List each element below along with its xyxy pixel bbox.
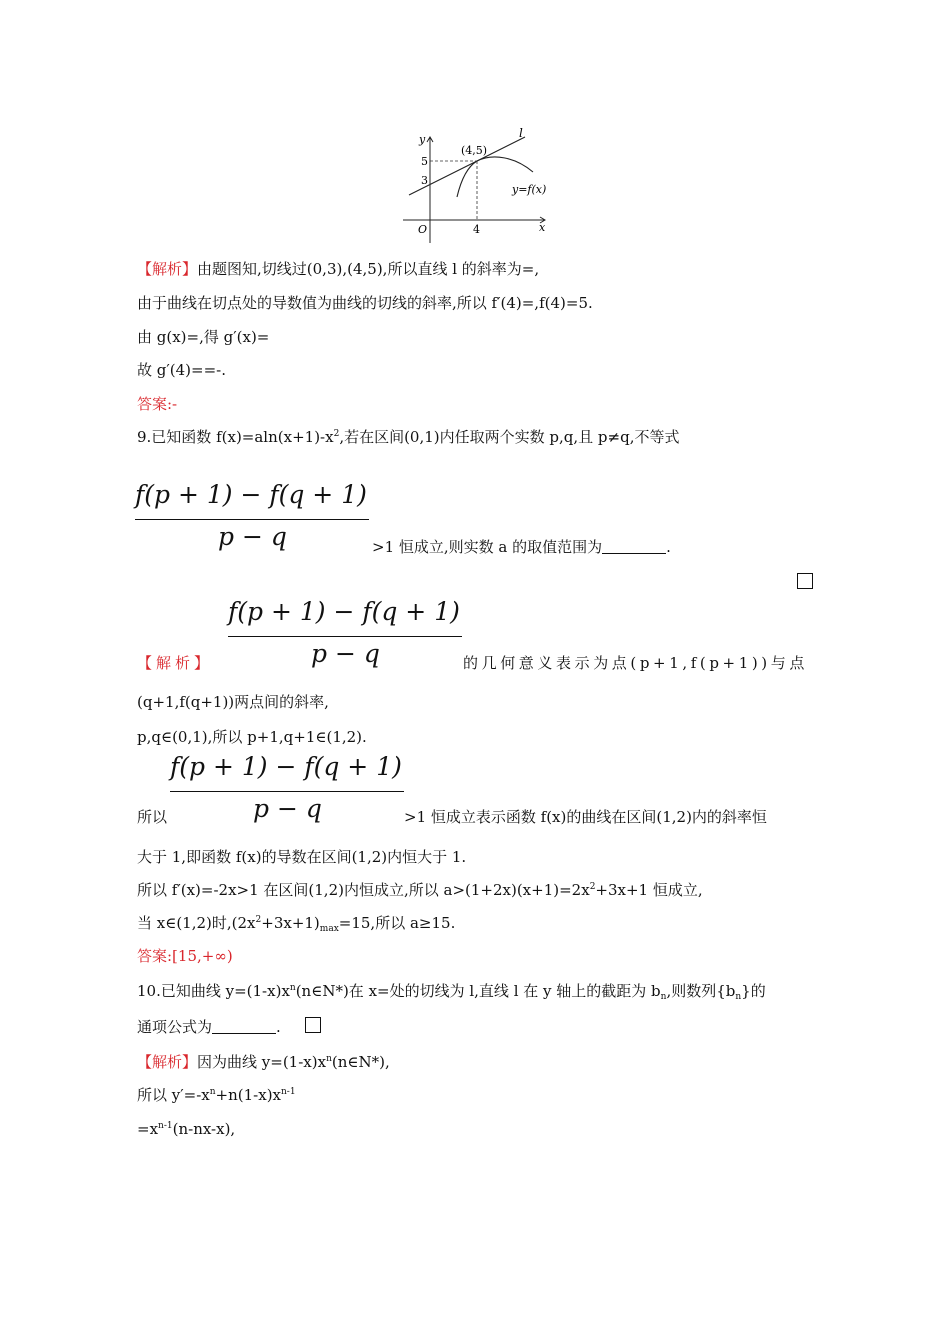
tick-y3: 3 <box>421 174 428 187</box>
q8-analysis-line1: 【解析】由题图知,切线过(0,3),(4,5),所以直线 l 的斜率为=, <box>137 260 540 278</box>
q10-stem: 10.已知曲线 $y=(1-x)x^n(n\in N*)$在 x=处的切线为 l,直线 l 在 y 轴上的截距为 $b_n$,则数列$\{b_n\}$的 <box>137 982 766 1002</box>
fraction-numerator: f(p + 1) − f(q + 1) <box>170 752 402 781</box>
q8-analysis-line4: 故 g′(4)==-. <box>137 361 226 379</box>
answer-checkbox[interactable] <box>797 573 813 589</box>
answer-blank <box>602 539 666 554</box>
dashed-guides <box>430 161 477 220</box>
fraction-numerator: f(p + 1) − f(q + 1) <box>228 597 460 626</box>
q8-analysis-line3: 由 g(x)=,得 g′(x)= <box>137 328 270 346</box>
q9-analysis-line4-head: 所以 <box>137 808 168 826</box>
q9-analysis-line1 <box>137 653 213 673</box>
y-axis-label: y <box>419 133 426 146</box>
answer-blank <box>212 1019 276 1034</box>
analysis-tag: 【解析】 <box>137 260 198 278</box>
q10-analysis-line2: 所以 $y'=-x^n+n(1-x)x^{n-1}$ <box>137 1086 296 1104</box>
q10-stem-line2: 通项公式为 . <box>137 1018 281 1036</box>
line-label-l: l <box>519 126 523 140</box>
q9-analysis-line4-tail: >1 恒成立表示函数 f(x)的曲线在区间(1,2)内的斜率恒 <box>404 808 767 826</box>
q9-analysis-line7: 当 x∈(1,2)时$,(2x^2+3x+1)_{max}=15$,所以 a≥15. <box>137 914 456 934</box>
analysis-tag: 【解析】 <box>137 1053 198 1071</box>
q9-analysis-line2: (q+1,f(q+1))两点间的斜率, <box>137 693 329 711</box>
fraction-numerator: f(p + 1) − f(q + 1) <box>135 480 367 509</box>
analysis-tag: 【解析】 <box>137 654 214 672</box>
q9-analysis-line6: 所以 f′(x)=-2x>1 在区间(1,2)内恒成立,所以 $a>(1+2x)(x+1)=2x^2+3x+1$ 恒成立, <box>137 881 703 899</box>
q9-analysis-line3: p,q∈(0,1),所以 p+1,q+1∈(1,2). <box>137 728 367 746</box>
tangent-figure <box>395 125 555 245</box>
answer-checkbox[interactable] <box>305 1017 321 1033</box>
q10-analysis-line1: 【解析】因为曲线 $y=(1-x)x^n(n\in N*)$, <box>137 1053 390 1071</box>
q8-analysis-line2: 由于曲线在切点处的导数值为曲线的切线的斜率,所以 f′(4)=,f(4)=5. <box>137 294 593 312</box>
fraction-denominator: p − q <box>311 639 380 668</box>
fraction-bar <box>228 636 462 637</box>
q10-analysis-line3: $=x^{n-1}(n-nx-x)$, <box>137 1120 236 1138</box>
curve-label: y=f(x) <box>512 183 547 196</box>
q9-answer: 答案:[15,+∞) <box>137 947 233 965</box>
q9-condition: >1 恒成立,则实数 a 的取值范围为 . <box>372 538 671 556</box>
origin-label: O <box>418 223 428 236</box>
point-label: (4,5) <box>461 144 488 157</box>
q9-stem: 9.已知函数 $f(x)=aln(x+1)-x^2$,若在区间(0,1)内任取两个实数 p,q,且 p≠q,不等式 <box>137 428 680 446</box>
tick-y5: 5 <box>421 155 428 168</box>
q8-answer: 答案:- <box>137 395 178 413</box>
fraction-bar <box>135 519 369 520</box>
q9-analysis-line1-tail: 的几何意义表示为点(p+1,f(p+1))与点 <box>463 654 808 672</box>
fraction-bar <box>170 791 404 792</box>
fraction-denominator: p − q <box>218 522 287 551</box>
q9-analysis-line5: 大于 1,即函数 f(x)的导数在区间(1,2)内恒大于 1. <box>137 848 467 866</box>
tick-x4: 4 <box>473 223 480 236</box>
x-axis-label: x <box>539 221 546 234</box>
fraction-denominator: p − q <box>253 794 322 823</box>
